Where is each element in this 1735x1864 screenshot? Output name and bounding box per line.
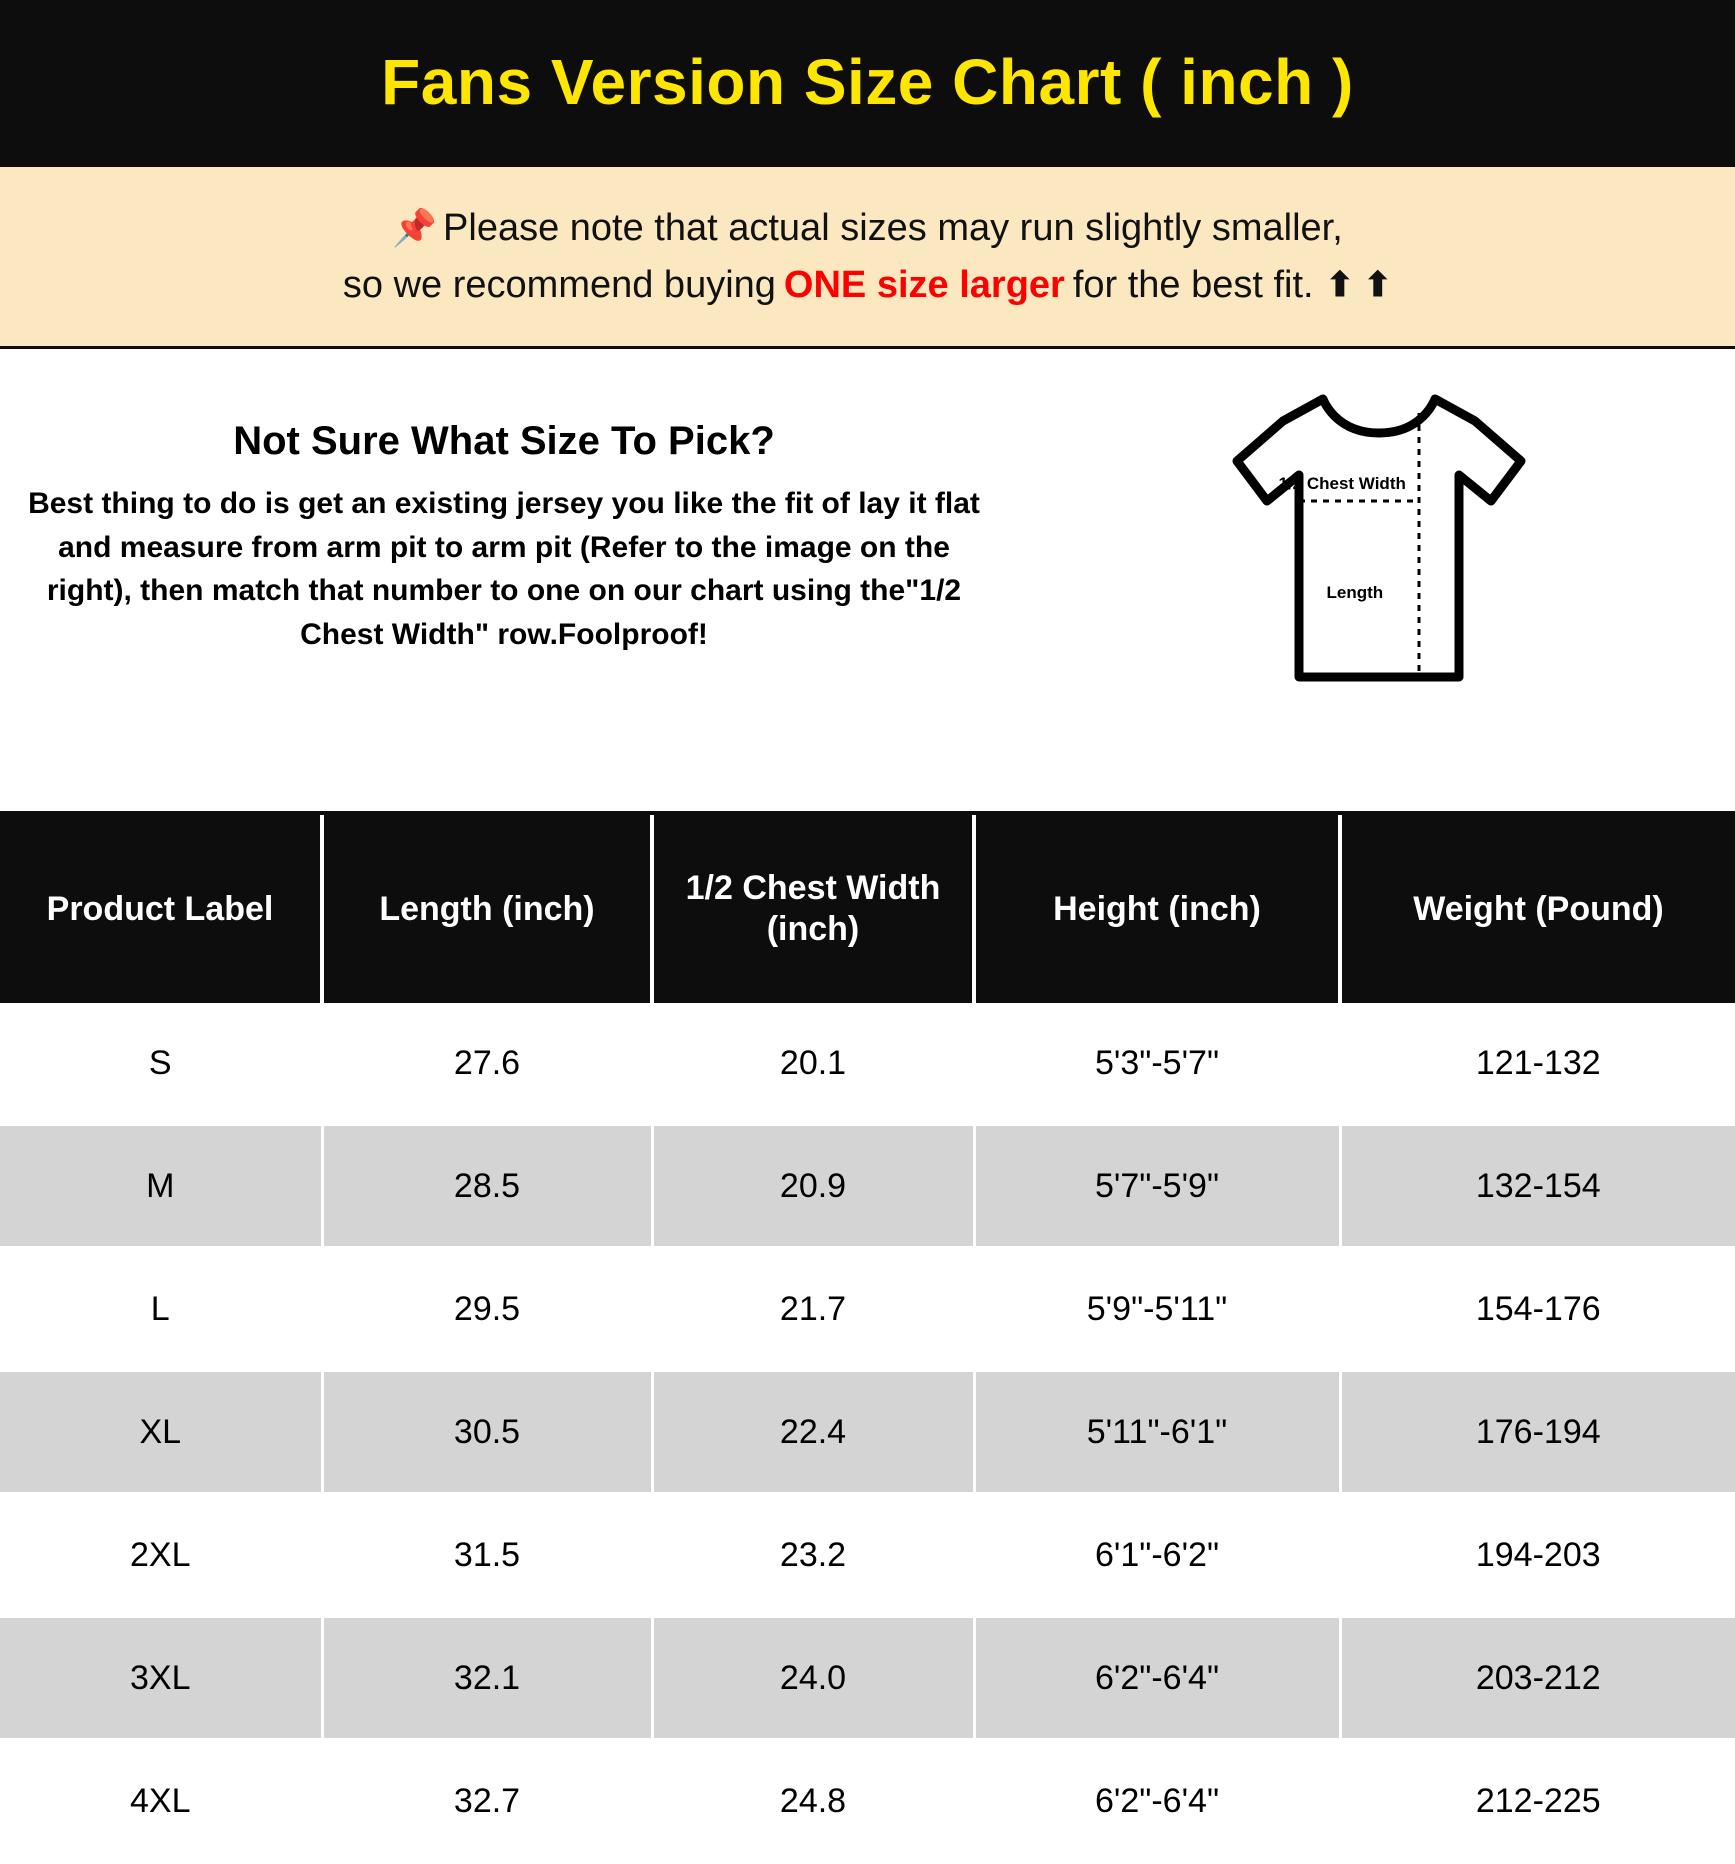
cell-height: 6'1"-6'2" [974, 1494, 1340, 1617]
cell-chest: 24.0 [652, 1617, 974, 1740]
pushpin-icon: 📌 [392, 207, 438, 249]
cell-height: 5'3"-5'7" [974, 1003, 1340, 1125]
diagram-length-label: Length [1326, 583, 1384, 602]
table-row [0, 1125, 1735, 1248]
cell-weight: 212-225 [1340, 1740, 1735, 1863]
cell-height: 5'11"-6'1" [974, 1371, 1340, 1494]
cell-size: M [0, 1125, 322, 1248]
cell-length: 27.6 [322, 1003, 652, 1125]
table-header-row [0, 815, 1735, 1003]
size-table [0, 815, 1735, 1864]
note-line-1 [392, 207, 1343, 250]
col-header-height: Height (inch) [974, 815, 1340, 1003]
cell-chest: 21.7 [652, 1248, 974, 1371]
cell-height: 6'2"-6'4" [974, 1740, 1340, 1863]
info-text-block [0, 349, 1020, 656]
note-text-2-suffix: for the best fit. [1072, 263, 1314, 306]
cell-length: 31.5 [322, 1494, 652, 1617]
cell-weight: 132-154 [1340, 1125, 1735, 1248]
cell-height: 6'2"-6'4" [974, 1617, 1340, 1740]
cell-weight: 154-176 [1340, 1248, 1735, 1371]
cell-height: 5'9"-5'11" [974, 1248, 1340, 1371]
cell-size: S [0, 1003, 322, 1125]
col-header-weight: Weight (Pound) [1340, 815, 1735, 1003]
arrow-up-icon: ⬆ ⬆ [1325, 266, 1393, 305]
info-section [0, 349, 1735, 815]
cell-length: 32.7 [322, 1740, 652, 1863]
cell-weight: 176-194 [1340, 1371, 1735, 1494]
note-line-2 [343, 264, 1392, 307]
col-header-product-label: Product Label [0, 815, 322, 1003]
note-highlight: ONE size larger [783, 263, 1065, 306]
cell-size: 2XL [0, 1494, 322, 1617]
cell-chest: 23.2 [652, 1494, 974, 1617]
cell-length: 32.1 [322, 1617, 652, 1740]
cell-size: L [0, 1248, 322, 1371]
col-header-chest-width: 1/2 Chest Width (inch) [652, 815, 974, 1003]
page-title: Fans Version Size Chart ( inch ) [381, 46, 1354, 119]
table-row [0, 1003, 1735, 1125]
cell-length: 28.5 [322, 1125, 652, 1248]
cell-weight: 203-212 [1340, 1617, 1735, 1740]
table-row [0, 1494, 1735, 1617]
tshirt-diagram [1020, 349, 1735, 689]
table-row [0, 1248, 1735, 1371]
info-body: Best thing to do is get an existing jersey you like the fit of lay it flat and measure from arm pit to arm pit (Refer to the image on the right), then match that number to one on our chart using the"1/2 Chest Width" row.Foolproof! [28, 487, 980, 651]
cell-chest: 20.9 [652, 1125, 974, 1248]
note-text-1: Please note that actual sizes may run slightly smaller, [443, 206, 1343, 249]
table-row [0, 1371, 1735, 1494]
cell-size: 3XL [0, 1617, 322, 1740]
cell-length: 30.5 [322, 1371, 652, 1494]
info-heading: Not Sure What Size To Pick? [233, 419, 775, 463]
table-row [0, 1617, 1735, 1740]
title-bar [0, 0, 1735, 164]
note-banner [0, 164, 1735, 349]
cell-chest: 20.1 [652, 1003, 974, 1125]
cell-size: XL [0, 1371, 322, 1494]
cell-weight: 194-203 [1340, 1494, 1735, 1617]
note-text-2-prefix: so we recommend buying [342, 263, 776, 306]
diagram-chest-label: 1/2 Chest Width [1278, 474, 1406, 493]
cell-length: 29.5 [322, 1248, 652, 1371]
cell-chest: 22.4 [652, 1371, 974, 1494]
cell-height: 5'7"-5'9" [974, 1125, 1340, 1248]
table-row [0, 1740, 1735, 1863]
cell-size: 4XL [0, 1740, 322, 1863]
cell-chest: 24.8 [652, 1740, 974, 1863]
tshirt-icon [1223, 389, 1533, 689]
col-header-length: Length (inch) [322, 815, 652, 1003]
cell-weight: 121-132 [1340, 1003, 1735, 1125]
